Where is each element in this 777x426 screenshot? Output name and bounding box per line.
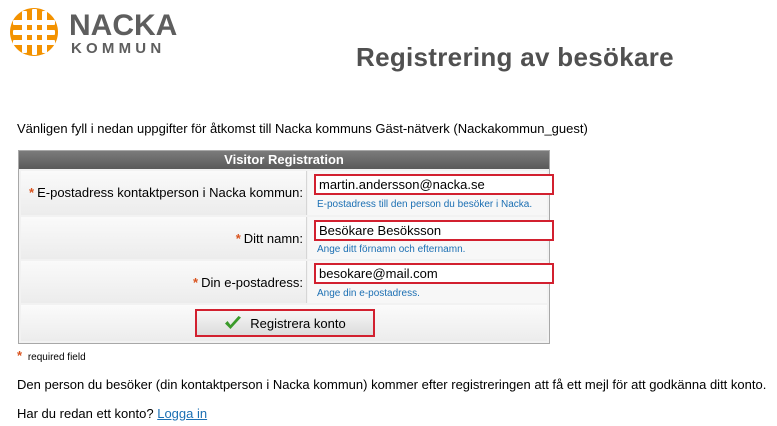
nacka-logo-icon <box>7 6 61 58</box>
required-field-note <box>17 348 86 363</box>
logo-text-kommun: KOMMUN <box>71 40 166 57</box>
page-title: Registrering av besökare <box>356 42 674 72</box>
approval-info-text: Den person du besöker (din kontaktperson i Nacka kommun) kommer efter registreringen att få ett mejl för att godkänna ditt konto. <box>17 377 767 392</box>
required-marker: * <box>235 231 241 246</box>
email-label: Din e-postadress: <box>201 275 303 290</box>
contact-email-hint: E-postadress till den person du besöker i Nacka. <box>317 199 533 210</box>
name-label: Ditt namn: <box>243 231 303 246</box>
contact-email-input[interactable] <box>316 176 552 193</box>
nacka-logo <box>7 6 187 58</box>
checkmark-icon <box>224 315 242 331</box>
email-input[interactable] <box>316 265 552 282</box>
email-hint: Ange din e-postadress. <box>317 288 420 299</box>
required-field-text: required field <box>27 352 86 363</box>
login-prompt <box>17 406 207 421</box>
name-input[interactable] <box>316 222 552 239</box>
form-row-name <box>19 217 549 259</box>
register-account-button-label: Registrera konto <box>250 315 346 331</box>
login-link[interactable]: Logga in <box>157 406 208 421</box>
contact-email-label: E-postadress kontaktperson i Nacka kommun: <box>37 185 303 200</box>
intro-text: Vänligen fyll i nedan uppgifter för åtkomst till Nacka kommuns Gäst-nätverk (Nackakommun_guest) <box>17 121 588 136</box>
form-row-email <box>19 261 549 303</box>
required-marker: * <box>17 348 23 363</box>
form-row-contact-email <box>19 171 549 215</box>
register-account-button[interactable] <box>195 309 375 337</box>
visitor-registration-form <box>18 150 550 344</box>
form-header: Visitor Registration <box>19 151 549 169</box>
submit-row <box>21 305 547 341</box>
logo-text-nacka: NACKA <box>69 9 178 42</box>
login-prompt-text: Har du redan ett konto? <box>17 406 154 421</box>
required-marker: * <box>193 275 199 290</box>
name-hint: Ange ditt förnamn och efternamn. <box>317 244 466 255</box>
required-marker: * <box>29 185 35 200</box>
